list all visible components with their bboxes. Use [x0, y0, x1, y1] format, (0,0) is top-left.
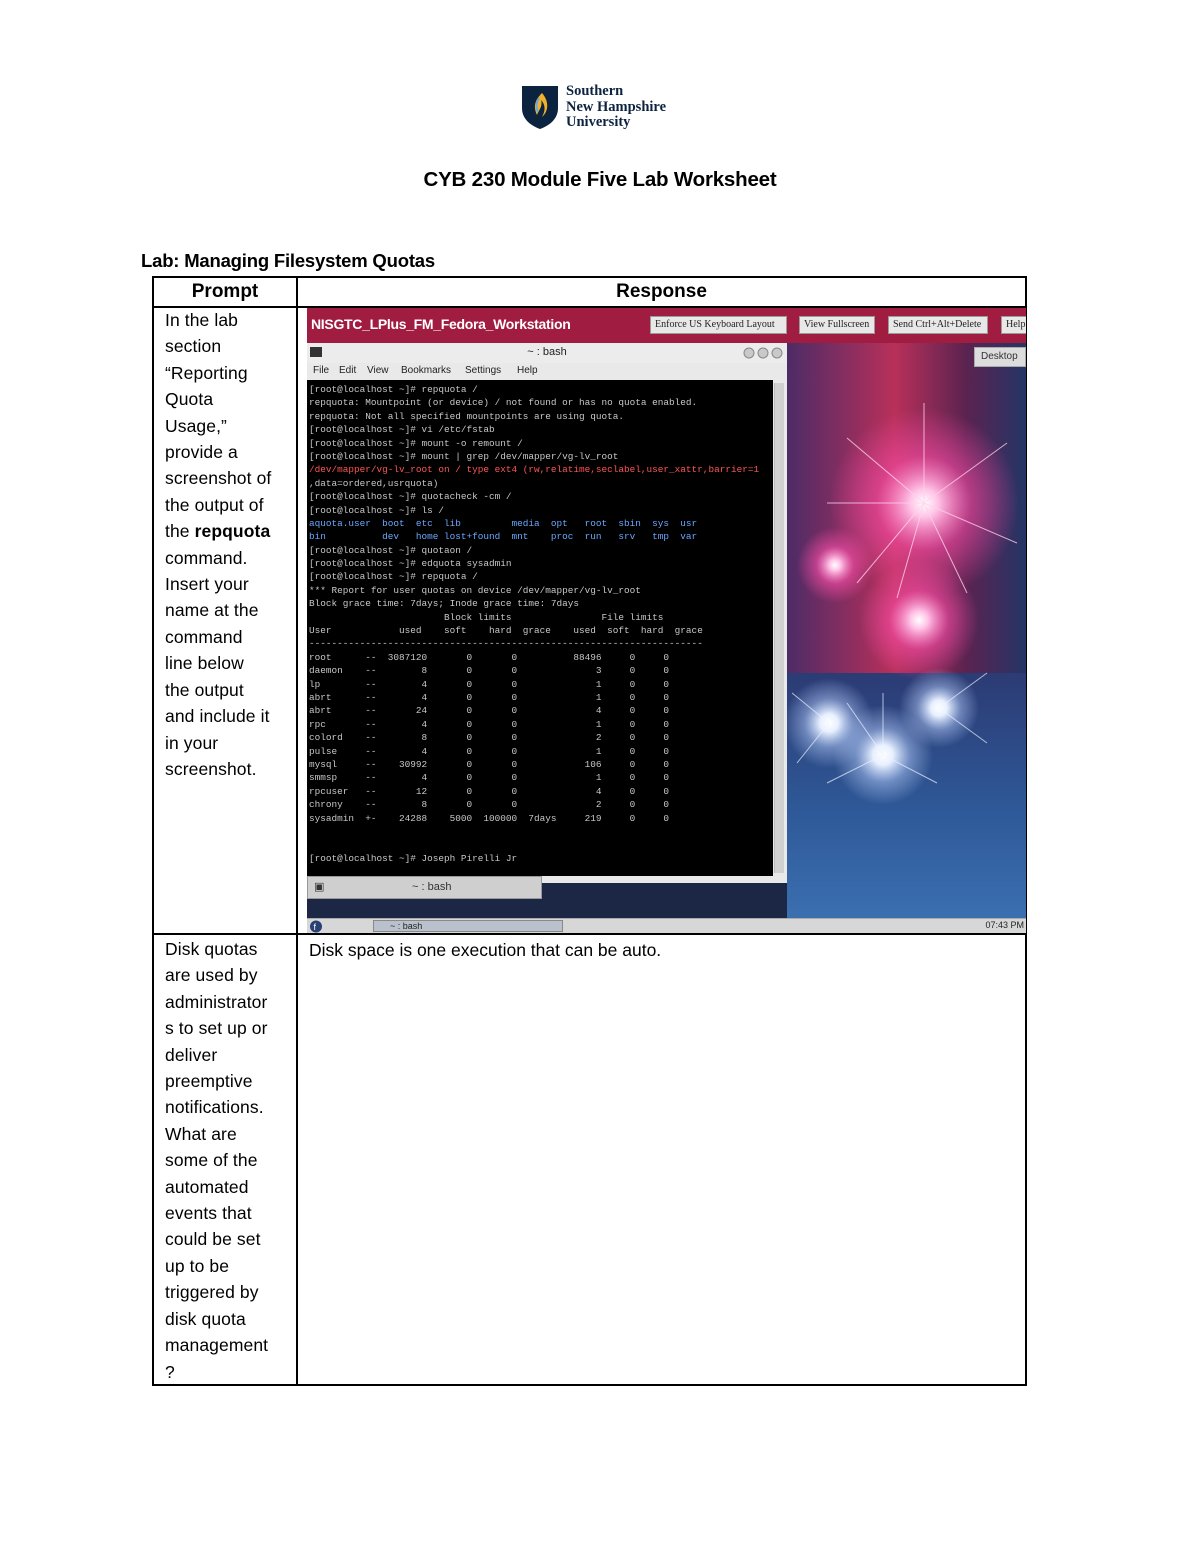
terminal-line: pulse -- 4 0 0 1 0 0	[309, 745, 670, 757]
snhu-shield-icon	[520, 84, 560, 130]
terminal-line	[309, 838, 759, 851]
terminal-line: /dev/mapper/vg-lv_root on / type ext4 (rw,relatime,seclabel,user_xattr,barrier=1	[309, 464, 760, 476]
terminal-line: Block limits File limits	[309, 611, 664, 623]
prompt-line: “Reporting	[165, 362, 248, 383]
terminal-scrollbar[interactable]	[774, 383, 784, 873]
terminal-tab-label: ~ : bash	[412, 881, 452, 893]
prompt-line: What are	[165, 1123, 237, 1144]
terminal-titlebar	[307, 343, 787, 363]
terminal-line: *** Report for user quotas on device /dev/mapper/vg-lv_root	[309, 584, 641, 596]
terminal-line: [root@localhost ~]# Joseph Pirelli Jr	[309, 852, 518, 864]
prompt-line: and include it	[165, 706, 270, 727]
prompt-line: up to be	[165, 1255, 230, 1276]
terminal-line: Block grace time: 7days; Inode grace time: 7days	[309, 598, 580, 610]
terminal-output[interactable]	[307, 380, 773, 876]
menu-bookmarks[interactable]: Bookmarks	[401, 365, 452, 376]
prompt-line: section	[165, 336, 222, 357]
prompt-line: Quota	[165, 389, 214, 410]
terminal-line	[309, 825, 759, 838]
prompt-line: notifications.	[165, 1097, 264, 1118]
worksheet-table	[152, 276, 1027, 1386]
terminal-line: [root@localhost ~]# edquota sysadmin	[309, 558, 512, 570]
repquota-keyword: repquota	[194, 521, 271, 542]
menu-view[interactable]: View	[367, 365, 389, 376]
prompt-line: name at the	[165, 600, 259, 621]
prompt-line: line below	[165, 653, 244, 674]
prompt-line: could be set	[165, 1229, 261, 1250]
terminal-line: [root@localhost ~]# quotacheck -cm /	[309, 491, 512, 503]
prompt-line: screenshot of	[165, 468, 272, 489]
terminal-tab[interactable]	[307, 876, 542, 899]
konsole-window	[307, 343, 787, 893]
help-button[interactable]: Help	[1001, 316, 1026, 334]
terminal-line: abrt -- 4 0 0 1 0 0	[309, 691, 670, 703]
desktop-button[interactable]: Desktop	[974, 347, 1026, 367]
vm-title: NISGTC_LPlus_FM_Fedora_Workstation	[311, 316, 571, 332]
prompt-line: automated	[165, 1176, 249, 1197]
prompt-line: Disk quotas	[165, 939, 258, 959]
terminal-lines	[309, 383, 759, 865]
taskbar-item-bash[interactable]: ~ : bash	[373, 920, 563, 932]
terminal-line: ,data=ordered,usrquota)	[309, 477, 439, 489]
enforce-keyboard-button[interactable]: Enforce US Keyboard Layout	[650, 316, 787, 334]
terminal-line: root -- 3087120 0 0 88496 0 0	[309, 651, 670, 663]
terminal-line: bin dev home lost+found mnt proc run srv tmp var	[309, 531, 698, 543]
tab-icon: ▣	[314, 881, 325, 893]
prompt-line: the output of	[165, 494, 264, 515]
terminal-line: abrt -- 24 0 0 4 0 0	[309, 705, 670, 717]
terminal-line: rpc -- 4 0 0 1 0 0	[309, 718, 670, 730]
prompt-line: screenshot.	[165, 758, 257, 779]
terminal-line: [root@localhost ~]# mount -o remount /	[309, 437, 523, 449]
terminal-line: daemon -- 8 0 0 3 0 0	[309, 665, 670, 677]
document-title: CYB 230 Module Five Lab Worksheet	[423, 168, 777, 191]
response-cell-2: Disk space is one execution that can be auto.	[309, 940, 662, 960]
taskbar	[307, 918, 1026, 933]
fireworks-wallpaper-icon	[787, 343, 1026, 918]
prompt-line: preemptive	[165, 1071, 253, 1092]
vm-titlebar	[307, 308, 1026, 343]
prompt-line: In the lab	[165, 310, 238, 330]
fedora-menu-icon[interactable]	[309, 920, 323, 933]
terminal-line: lp -- 4 0 0 1 0 0	[309, 678, 670, 690]
terminal-line: [root@localhost ~]# repquota /	[309, 384, 478, 395]
prompt-line: command.	[165, 547, 248, 568]
menu-file[interactable]: File	[313, 365, 330, 376]
lab-label: Lab: Managing Filesystem Quotas	[141, 250, 435, 271]
vm-screenshot	[307, 308, 1026, 933]
window-controls-icon[interactable]	[743, 347, 783, 359]
prompt-line: in your	[165, 732, 219, 753]
prompt-line: management	[165, 1335, 269, 1356]
terminal-line: User used soft hard grace used soft hard grace	[309, 625, 703, 637]
terminal-line: colord -- 8 0 0 2 0 0	[309, 732, 670, 744]
logo-line-3: University	[566, 114, 631, 130]
prompt-line: are used by	[165, 965, 258, 986]
prompt-line: triggered by	[165, 1282, 259, 1303]
menu-settings[interactable]: Settings	[465, 365, 502, 376]
prompt-line: events that	[165, 1203, 252, 1224]
prompt-line: ?	[165, 1361, 175, 1382]
logo-line-1: Southern	[566, 83, 624, 99]
fedora-desktop	[787, 343, 1026, 918]
header-prompt: Prompt	[191, 281, 259, 302]
terminal-line: chrony -- 8 0 0 2 0 0	[309, 799, 670, 811]
prompt-line: the output	[165, 679, 244, 700]
terminal-line: repquota: Mountpoint (or device) / not found or has no quota enabled.	[309, 397, 698, 409]
view-fullscreen-button[interactable]: View Fullscreen	[799, 316, 875, 334]
svg-text:f: f	[313, 922, 317, 932]
send-ctrl-alt-del-button[interactable]: Send Ctrl+Alt+Delete	[888, 316, 988, 334]
prompt-line	[165, 518, 295, 544]
prompt-line: Insert your	[165, 574, 249, 595]
prompt-line: command	[165, 626, 243, 647]
header-response: Response	[616, 281, 707, 302]
terminal-line: [root@localhost ~]# repquota /	[309, 571, 478, 583]
prompt-cell-1	[165, 307, 295, 782]
terminal-menubar	[307, 363, 787, 380]
terminal-line: [root@localhost ~]# vi /etc/fstab	[309, 424, 495, 436]
terminal-line: sysadmin +- 24288 5000 100000 7days 219 0 0	[309, 812, 670, 824]
terminal-line: [root@localhost ~]# ls /	[309, 504, 445, 516]
prompt-cell-2	[165, 936, 295, 1385]
prompt-line: Usage,”	[165, 415, 227, 436]
terminal-line: repquota: Not all specified mountpoints are using quota.	[309, 410, 625, 422]
terminal-title: ~ : bash	[527, 346, 567, 358]
terminal-line: aquota.user boot etc lib media opt root sbin sys usr	[309, 517, 698, 529]
terminal-line: mysql -- 30992 0 0 106 0 0	[309, 758, 670, 770]
prompt-line: disk quota	[165, 1308, 246, 1329]
terminal-line: ----------------------------------------------------------------------	[309, 638, 703, 650]
terminal-line: [root@localhost ~]# mount | grep /dev/mapper/vg-lv_root	[309, 450, 619, 462]
terminal-line: [root@localhost ~]# quotaon /	[309, 544, 473, 556]
clock: 07:43 PM	[985, 920, 1024, 930]
terminal-line: rpcuser -- 12 0 0 4 0 0	[309, 785, 670, 797]
prompt-line: administrator	[165, 991, 268, 1012]
prompt-line: provide a	[165, 442, 238, 463]
prompt-line: s to set up or	[165, 1018, 268, 1039]
logo-line-2: New Hampshire	[566, 98, 667, 115]
prompt-line: some of the	[165, 1150, 258, 1171]
prompt-word: the	[165, 521, 190, 542]
menu-help[interactable]: Help	[517, 365, 538, 376]
terminal-line: smmsp -- 4 0 0 1 0 0	[309, 772, 670, 784]
menu-edit[interactable]: Edit	[339, 365, 357, 376]
snhu-logo	[520, 84, 690, 132]
prompt-line: deliver	[165, 1044, 218, 1065]
